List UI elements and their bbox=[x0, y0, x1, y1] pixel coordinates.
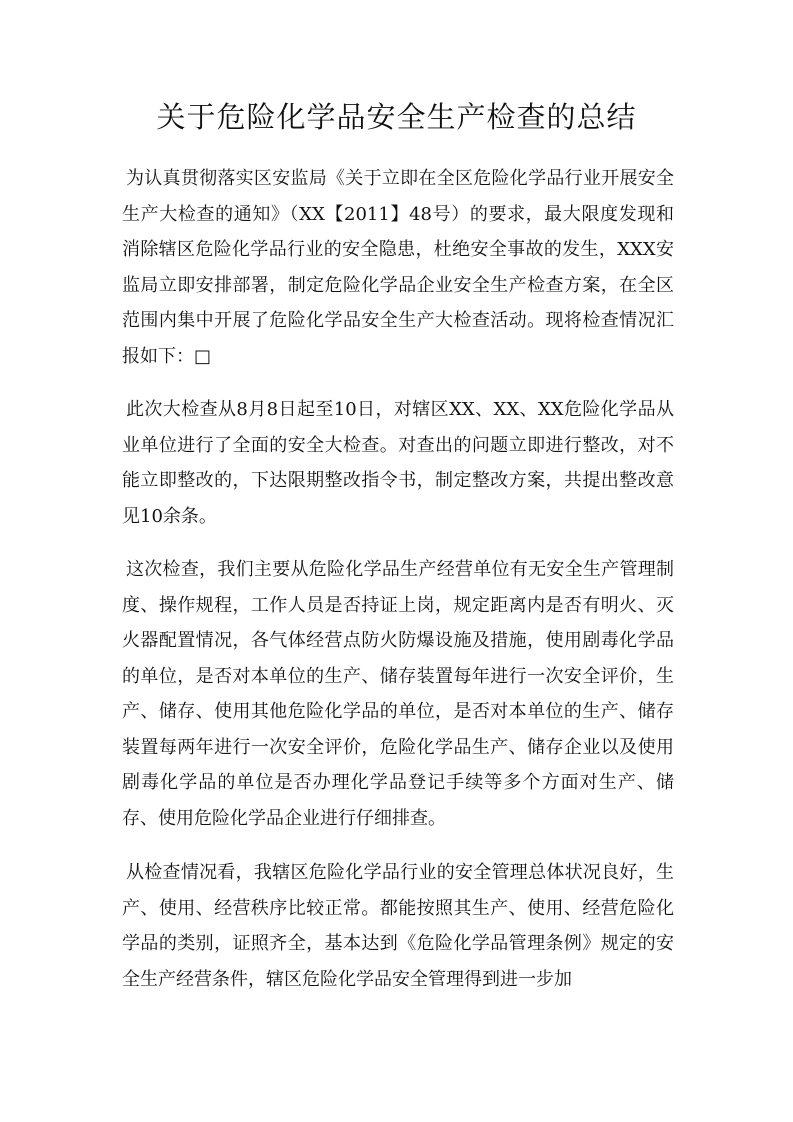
paragraph-findings: 从检查情况看，我辖区危险化学品行业的安全管理总体状况良好，生产、使用、经营秩序比较正常。都能按照其生产、使用、经营危险化学品的类别，证照齐全，基本达到《危险化学品管理条例》规定的安全生产经营条件，辖区危险化学品安全管理得到进一步加 bbox=[122, 862, 674, 990]
document-title: 关于危险化学品安全生产检查的总结 bbox=[156, 100, 637, 134]
paragraph-intro: 为认真贯彻落实区安监局《关于立即在全区危险化学品行业开展安全生产大检查的通知》（XX【2011】48号）的要求，最大限度发现和消除辖区危险化学品行业的安全隐患，杜绝安全事故的发生，XXX安监局立即安排部署，制定危险化学品企业安全生产检查方案，在全区范围内集中开展了危险化学品安全生产大检查活动。现将检查情况汇报如下：□ bbox=[122, 168, 674, 367]
paragraph-inspection-scope: 此次大检查从8月8日起至10日，对辖区XX、XX、XX危险化学品从业单位进行了全面的安全大检查。对查出的问题立即进行整改，对不能立即整改的，下达限期整改指令书，制定整改方案，共提出整改意见10余条。 bbox=[122, 399, 674, 527]
paragraph-inspection-items: 这次检查，我们主要从危险化学品生产经营单位有无安全生产管理制度、操作规程，工作人员是否持证上岗，规定距离内是否有明火、灭火器配置情况，各气体经营点防火防爆设施及措施，使用剧毒化学品的单位，是否对本单位的生产、储存装置每年进行一次安全评价，生产、储存、使用其他危险化学品的单位，是否对本单位的生产、储存装置每两年进行一次安全评价，危险化学品生产、储存企业以及使用剧毒化学品的单位是否办理化学品登记手续等多个方面对生产、储存、使用危险化学品企业进行仔细排查。 bbox=[122, 559, 674, 829]
